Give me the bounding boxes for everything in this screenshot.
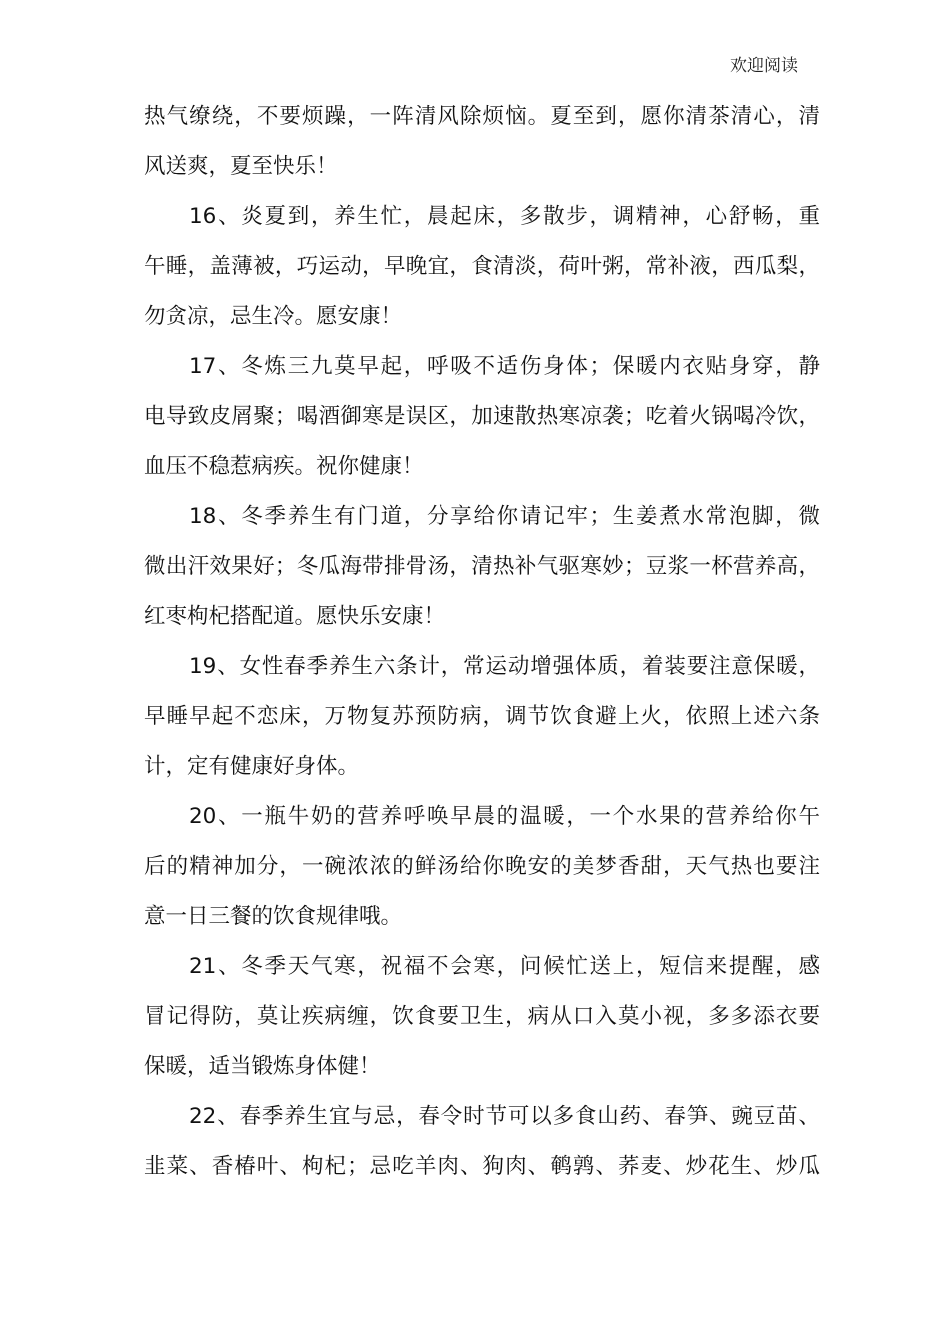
document-body [144, 92, 820, 1192]
paragraph-17-line: 17、冬炼三九莫早起，呼吸不适伤身体；保暖内衣贴身穿，静 [189, 354, 820, 379]
paragraph-20-line: 意一日三餐的饮食规律哦。 [144, 904, 403, 929]
paragraph-16-line: 午睡，盖薄被，巧运动，早晚宜，食清淡，荷叶粥，常补液，西瓜梨， [144, 254, 820, 279]
paragraph-18-line: 微出汗效果好；冬瓜海带排骨汤，清热补气驱寒妙；豆浆一杯营养高， [144, 554, 820, 579]
paragraph-19-line: 计，定有健康好身体。 [144, 754, 360, 779]
paragraph-20-line: 20、一瓶牛奶的营养呼唤早晨的温暖，一个水果的营养给你午 [189, 804, 820, 829]
text-line: 风送爽，夏至快乐！ [144, 154, 338, 179]
paragraph-18-line: 18、冬季养生有门道，分享给你请记牢；生姜煮水常泡脚，微 [189, 504, 820, 529]
paragraph-17-line: 血压不稳惹病疾。祝你健康！ [144, 454, 424, 479]
paragraph-19-line: 早睡早起不恋床，万物复苏预防病，调节饮食避上火，依照上述六条 [144, 704, 820, 729]
page-header: 欢迎阅读 [730, 56, 798, 76]
text-line: 热气缭绕，不要烦躁，一阵清风除烦恼。夏至到，愿你清茶清心，清 [144, 104, 820, 129]
paragraph-17-line: 电导致皮屑聚；喝酒御寒是误区，加速散热寒凉袭；吃着火锅喝冷饮， [144, 404, 820, 429]
paragraph-21-line: 冒记得防，莫让疾病缠，饮食要卫生，病从口入莫小视，多多添衣要 [144, 1004, 820, 1029]
paragraph-16-line: 勿贪凉，忌生冷。愿安康！ [144, 304, 403, 329]
paragraph-21-line: 保暖，适当锻炼身体健！ [144, 1054, 381, 1079]
paragraph-22-line: 韭菜、香椿叶、枸杞；忌吃羊肉、狗肉、鹌鹑、荞麦、炒花生、炒瓜 [144, 1154, 820, 1179]
paragraph-16-line: 16、炎夏到，养生忙，晨起床，多散步，调精神，心舒畅，重 [189, 204, 820, 229]
paragraph-18-line: 红枣枸杞搭配道。愿快乐安康！ [144, 604, 446, 629]
paragraph-21-line: 21、冬季天气寒，祝福不会寒，问候忙送上，短信来提醒，感 [189, 954, 820, 979]
paragraph-19-line: 19、女性春季养生六条计，常运动增强体质，着装要注意保暖， [189, 654, 820, 679]
paragraph-22-line: 22、春季养生宜与忌，春令时节可以多食山药、春笋、豌豆苗、 [189, 1104, 820, 1129]
paragraph-20-line: 后的精神加分，一碗浓浓的鲜汤给你晚安的美梦香甜，天气热也要注 [144, 854, 820, 879]
